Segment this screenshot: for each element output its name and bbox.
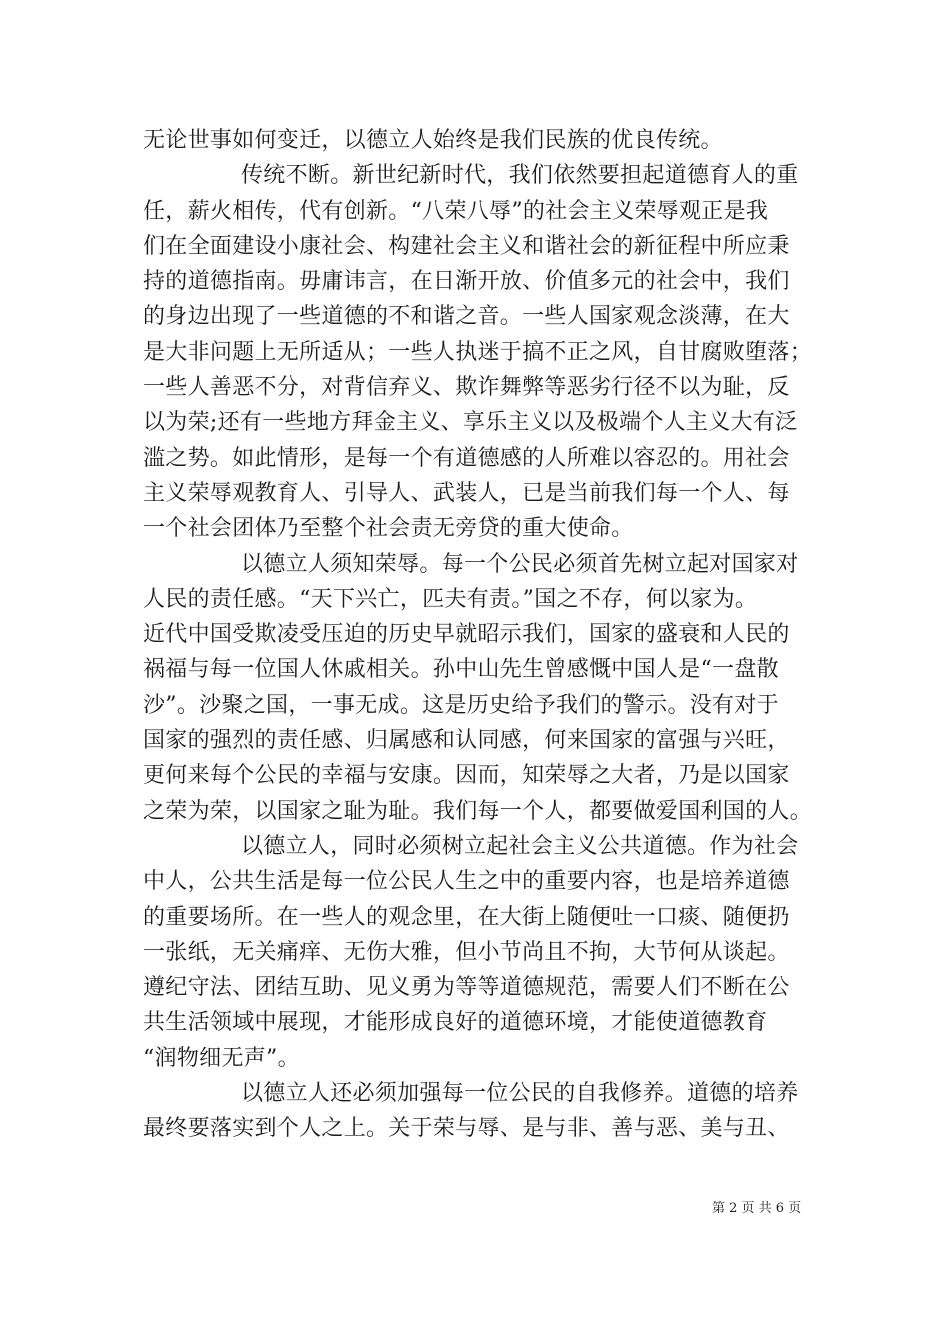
text-line: 祸福与每一位国人休戚相关。孙中山先生曾感慨中国人是“一盘散	[143, 657, 779, 683]
text-line: 们在全面建设小康社会、构建社会主义和谐社会的新征程中所应秉	[143, 233, 790, 259]
text-line: 一些人善恶不分，对背信弃义、欺诈舞弊等恶劣行径不以为耻，反	[143, 375, 790, 401]
text-line: 更何来每个公民的幸福与安康。因而，知荣辱之大者，乃是以国家	[143, 763, 790, 789]
text-line: 中人，公共生活是每一位公民人生之中的重要内容，也是培养道德	[143, 869, 790, 895]
page-footer: 第 2 页 共 6 页	[712, 1201, 802, 1216]
text-line: 以德立人还必须加强每一位公民的自我修养。道德的培养	[241, 1081, 799, 1107]
text-line: 的身边出现了一些道德的不和谐之音。一些人国家观念淡薄，在大	[143, 304, 790, 330]
text-line: 滥之势。如此情形，是每一个有道德感的人所难以容忍的。用社会	[143, 445, 790, 471]
text-line: 任，薪火相传，代有创新。“八荣八辱”的社会主义荣辱观正是我	[143, 198, 769, 224]
text-line: 以为荣;还有一些地方拜金主义、享乐主义以及极端个人主义大有泛	[143, 410, 798, 436]
text-line: 共生活领域中展现，才能形成良好的道德环境，才能使道德教育	[143, 1010, 768, 1036]
text-line: 持的道德指南。毋庸讳言，在日渐开放、价值多元的社会中，我们	[143, 269, 790, 295]
text-line: 的重要场所。在一些人的观念里，在大街上随便吐一口痰、随便扔	[143, 904, 790, 930]
text-line: 一张纸，无关痛痒、无伤大雅，但小节尚且不拘，大节何从谈起。	[143, 939, 790, 965]
document-body	[143, 123, 813, 1147]
text-line: 是大非问题上无所适从；一些人执迷于搞不正之风，自甘腐败堕落；	[143, 339, 813, 365]
text-line: 沙”。沙聚之国，一事无成。这是历史给予我们的警示。没有对于	[143, 692, 779, 718]
text-line: 以德立人，同时必须树立起社会主义公共道德。作为社会	[241, 833, 799, 859]
text-line: 主义荣辱观教育人、引导人、武装人，已是当前我们每一个人、每	[143, 480, 790, 506]
text-line: 遵纪守法、团结互助、见义勇为等等道德规范，需要人们不断在公	[143, 975, 790, 1001]
text-line: 传统不断。新世纪新时代，我们依然要担起道德育人的重	[241, 163, 799, 189]
text-line: 国家的强烈的责任感、归属感和认同感，何来国家的富强与兴旺，	[143, 728, 790, 754]
text-line: 无论世事如何变迁，以德立人始终是我们民族的优良传统。	[143, 128, 723, 153]
text-line: 以德立人须知荣辱。每一个公民必须首先树立起对国家对	[241, 551, 799, 577]
text-line: “润物细无声”。	[143, 1045, 300, 1071]
text-line: 之荣为荣，以国家之耻为耻。我们每一个人，都要做爱国利国的人。	[143, 798, 813, 824]
text-line: 人民的责任感。“天下兴亡，匹夫有责。”国之不存，何以家为。	[143, 586, 758, 612]
text-line: 一个社会团体乃至整个社会责无旁贷的重大使命。	[143, 516, 634, 542]
text-line: 近代中国受欺凌受压迫的历史早就昭示我们，国家的盛衰和人民的	[143, 622, 790, 648]
text-line: 最终要落实到个人之上。关于荣与辱、是与非、善与恶、美与丑、	[143, 1116, 790, 1142]
